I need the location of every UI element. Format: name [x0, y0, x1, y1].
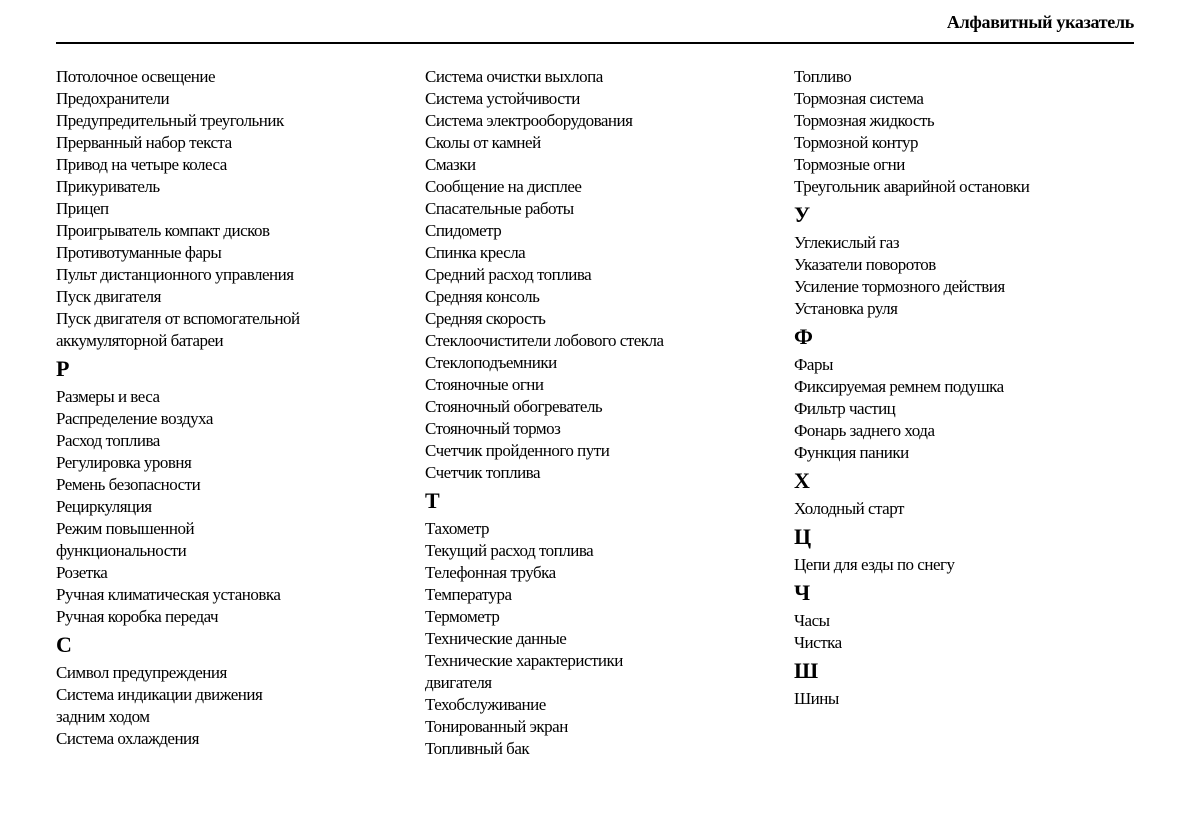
index-entry: Топливо	[794, 67, 852, 86]
index-entry: Ручная климатическая установка	[56, 585, 281, 604]
index-entry: Технические данные	[425, 629, 567, 648]
index-entry: Символ предупреждения	[56, 663, 227, 682]
index-entry: Предупредительный треугольник	[56, 111, 284, 130]
index-entry: Функция паники	[794, 443, 909, 462]
index-entry: Шины	[794, 689, 839, 708]
index-entry: Часы	[794, 611, 830, 630]
section-letter-heading: Х	[794, 468, 810, 493]
index-entry: Фиксируемая ремнем подушка	[794, 377, 1004, 396]
index-entry: Расход топлива	[56, 431, 160, 450]
index-entry: Стояночный обогреватель	[425, 397, 603, 416]
index-entry: Пуск двигателя от вспомогательной	[56, 309, 300, 328]
index-entry: Регулировка уровня	[56, 453, 192, 472]
index-entry: Установка руля	[794, 299, 898, 318]
index-entry: Пульт дистанционного управления	[56, 265, 294, 284]
page-title: Алфавитный указатель	[946, 12, 1134, 32]
index-entry: Техобслуживание	[425, 695, 546, 714]
index-entry: Режим повышенной	[56, 519, 195, 538]
section-letter-heading: Т	[425, 488, 440, 513]
index-entry: Температура	[425, 585, 512, 604]
index-entry: Ручная коробка передач	[56, 607, 219, 626]
index-entry: Средний расход топлива	[425, 265, 592, 284]
index-entry: Рециркуляция	[56, 497, 152, 516]
index-entry: Система очистки выхлопа	[425, 67, 603, 86]
index-entry: Система устойчивости	[425, 89, 580, 108]
index-entry: Противотуманные фары	[56, 243, 222, 262]
index-entry: Стояночные огни	[425, 375, 544, 394]
index-entry: Фары	[794, 355, 833, 374]
index-entry: Проигрыватель компакт дисков	[56, 221, 270, 240]
index-entry: Топливный бак	[425, 739, 530, 758]
index-entry: Система индикации движения	[56, 685, 263, 704]
index-entry: аккумуляторной батареи	[56, 331, 224, 350]
index-entry: Распределение воздуха	[56, 409, 213, 428]
index-entry: Фильтр частиц	[794, 399, 896, 418]
index-entry: Размеры и веса	[56, 387, 160, 406]
index-column-1	[56, 66, 416, 750]
index-entry: Спидометр	[425, 221, 502, 240]
index-entry: Система электрооборудования	[425, 111, 633, 130]
index-entry: Тормозной контур	[794, 133, 918, 152]
index-entry: Система охлаждения	[56, 729, 199, 748]
index-entry: Прерванный набор текста	[56, 133, 232, 152]
index-column-2	[425, 66, 785, 760]
index-entry: Цепи для езды по снегу	[794, 555, 955, 574]
index-entry: Счетчик пройденного пути	[425, 441, 610, 460]
index-entry: Стояночный тормоз	[425, 419, 561, 438]
index-entry: Розетка	[56, 563, 108, 582]
index-entry: Средняя консоль	[425, 287, 540, 306]
index-entry: Чистка	[794, 633, 842, 652]
section-letter-heading: У	[794, 202, 811, 227]
index-entry: Предохранители	[56, 89, 170, 108]
index-entry: Тормозные огни	[794, 155, 905, 174]
index-entry: Счетчик топлива	[425, 463, 541, 482]
index-entry: Текущий расход топлива	[425, 541, 594, 560]
section-letter-heading: Ф	[794, 324, 813, 349]
index-entry: Пуск двигателя	[56, 287, 161, 306]
index-entry: Привод на четыре колеса	[56, 155, 227, 174]
index-entry: Спасательные работы	[425, 199, 574, 218]
index-entry: Тахометр	[425, 519, 489, 538]
index-entry: Сообщение на дисплее	[425, 177, 582, 196]
index-entry: Углекислый газ	[794, 233, 900, 252]
index-entry: Сколы от камней	[425, 133, 541, 152]
index-entry: Треугольник аварийной остановки	[794, 177, 1030, 196]
page-header	[56, 0, 1134, 44]
index-entry: Холодный старт	[794, 499, 904, 518]
index-entry: двигателя	[425, 673, 492, 692]
index-entry: Стеклоподъемники	[425, 353, 557, 372]
index-entry: Телефонная трубка	[425, 563, 556, 582]
section-letter-heading: С	[56, 632, 72, 657]
index-entry: Тормозная жидкость	[794, 111, 935, 130]
index-column-3	[794, 66, 1154, 710]
index-entry: Тонированный экран	[425, 717, 568, 736]
index-entry: Прицеп	[56, 199, 109, 218]
index-entry: Ремень безопасности	[56, 475, 201, 494]
index-entry: Смазки	[425, 155, 476, 174]
section-letter-heading: Ц	[794, 524, 812, 549]
index-entry: задним ходом	[56, 707, 150, 726]
index-entry: Указатели поворотов	[794, 255, 936, 274]
section-letter-heading: Ш	[794, 658, 819, 683]
section-letter-heading: Ч	[794, 580, 811, 605]
index-entry: Технические характеристики	[425, 651, 623, 670]
index-entry: Потолочное освещение	[56, 67, 216, 86]
index-entry: Термометр	[425, 607, 500, 626]
index-entry: Тормозная система	[794, 89, 924, 108]
index-entry: Спинка кресла	[425, 243, 526, 262]
index-entry: Стеклоочистители лобового стекла	[425, 331, 664, 350]
section-letter-heading: Р	[56, 356, 70, 381]
index-entry: Усиление тормозного действия	[794, 277, 1005, 296]
index-entry: Фонарь заднего хода	[794, 421, 935, 440]
index-entry: Прикуриватель	[56, 177, 160, 196]
index-entry: Средняя скорость	[425, 309, 546, 328]
index-entry: функциональности	[56, 541, 187, 560]
